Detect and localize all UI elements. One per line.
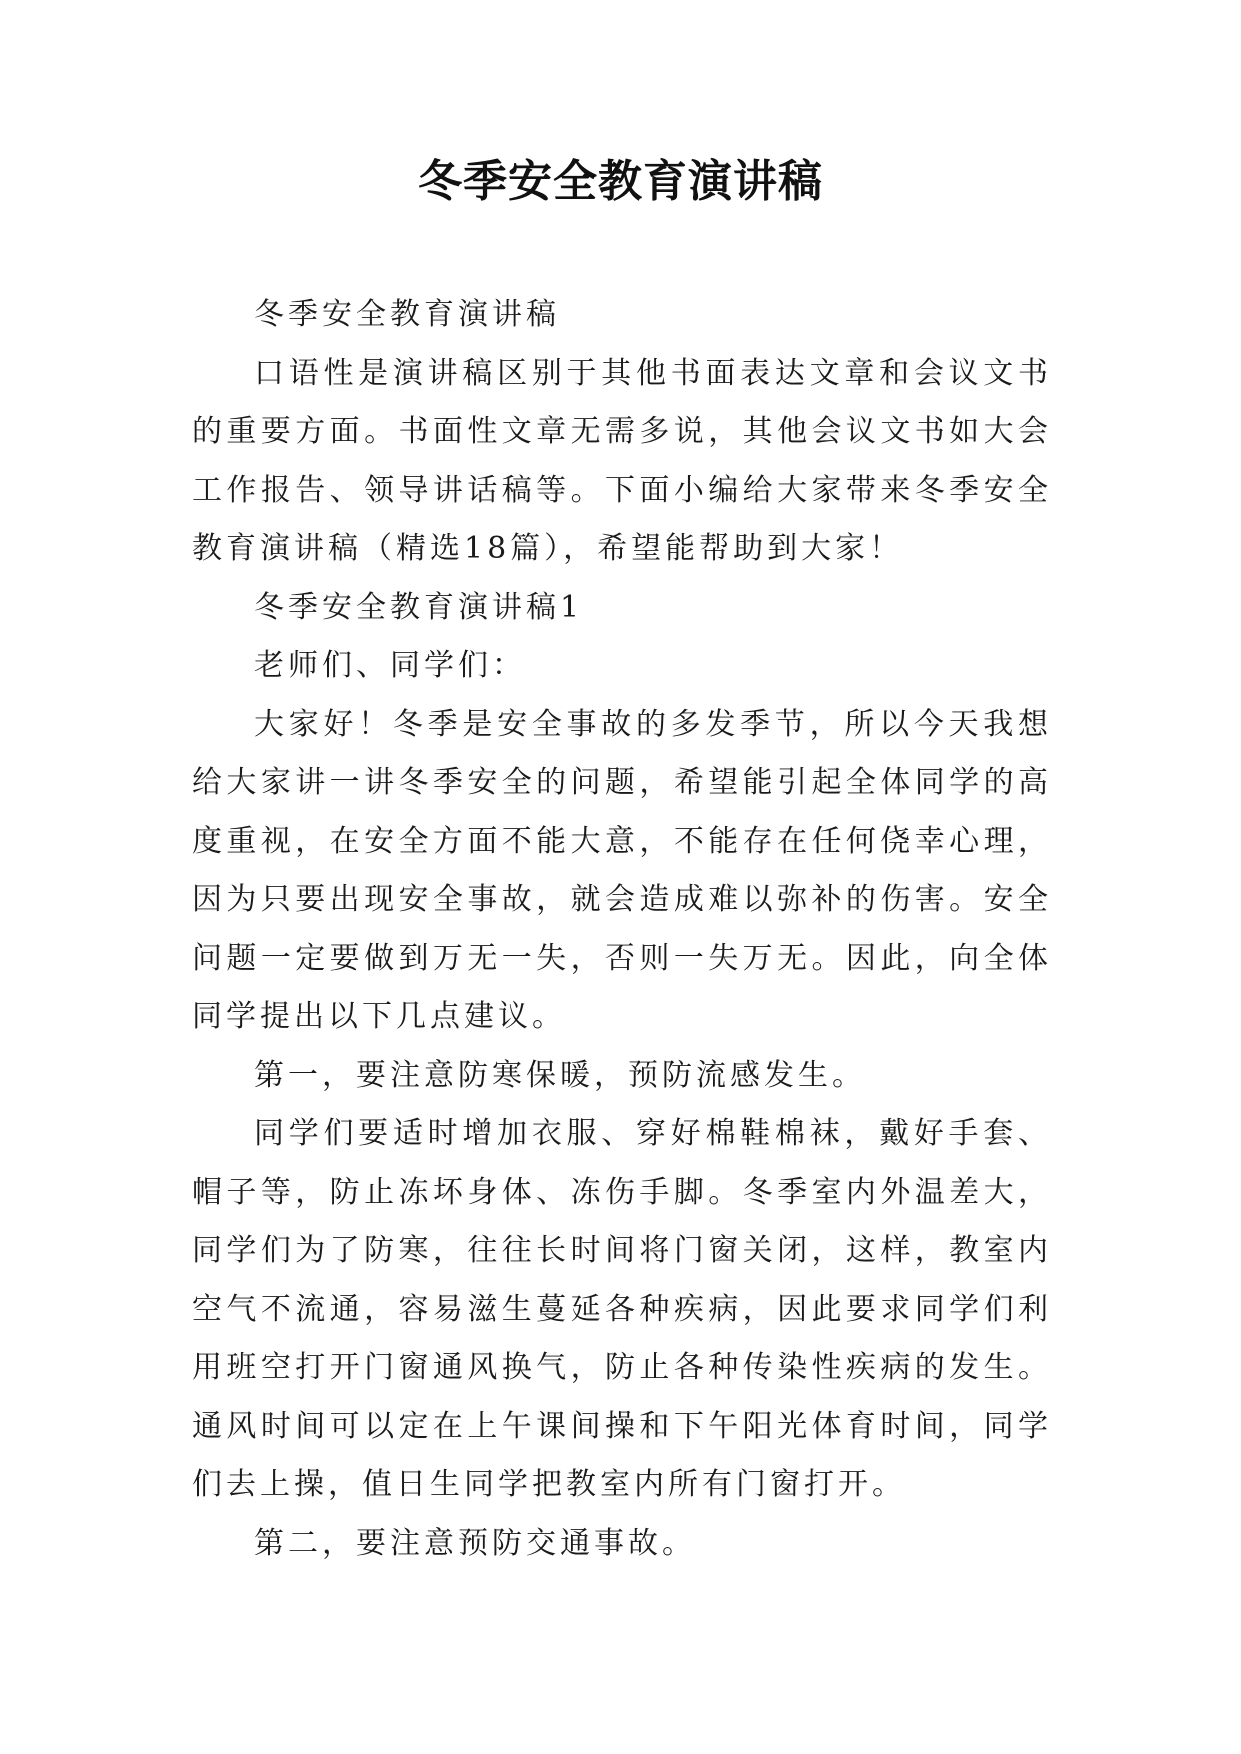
paragraph-point-one-heading: 第一，要注意防寒保暖，预防流感发生。 — [254, 1057, 866, 1093]
paragraph-salutation: 老师们、同学们： — [254, 648, 526, 683]
paragraph-opening: 大家好！冬季是安全事故的多发季节，所以今天我想给大家讲一讲冬季安全的问题，希望能引起全体同学的高度重视，在安全方面不能大意，不能存在任何侥幸心理，因为只要出现安全事故，就会造成难以弥补的伤害。安全问题一定要做到万无一失，否则一失万无。因此，向全体同学提出以下几点建议。 — [192, 706, 1052, 1034]
document-title: 冬季安全教育演讲稿 — [418, 156, 823, 207]
paragraph-point-one-body: 同学们要适时增加衣服、穿好棉鞋棉袜，戴好手套、帽子等，防止冻坏身体、冻伤手脚。冬季室内外温差大，同学们为了防寒，往往长时间将门窗关闭，这样，教室内空气不流通，容易滋生蔓延各种疾病，因此要求同学们利用班空打开门窗通风换气，防止各种传染性疾病的发生。通风时间可以定在上午课间操和下午阳光体育时间，同学们去上操，值日生同学把教室内所有门窗打开。 — [192, 1116, 1052, 1502]
document-body — [192, 286, 1052, 1573]
paragraph-intro: 口语性是演讲稿区别于其他书面表达文章和会议文书的重要方面。书面性文章无需多说，其他会议文书如大会工作报告、领导讲话稿等。下面小编给大家带来冬季安全教育演讲稿（精选18篇），希望能帮助到大家！ — [192, 355, 1052, 566]
paragraph-section-heading: 冬季安全教育演讲稿1 — [254, 589, 584, 625]
paragraph-subtitle: 冬季安全教育演讲稿 — [254, 297, 560, 332]
paragraph-point-two-heading: 第二，要注意预防交通事故。 — [254, 1525, 696, 1561]
